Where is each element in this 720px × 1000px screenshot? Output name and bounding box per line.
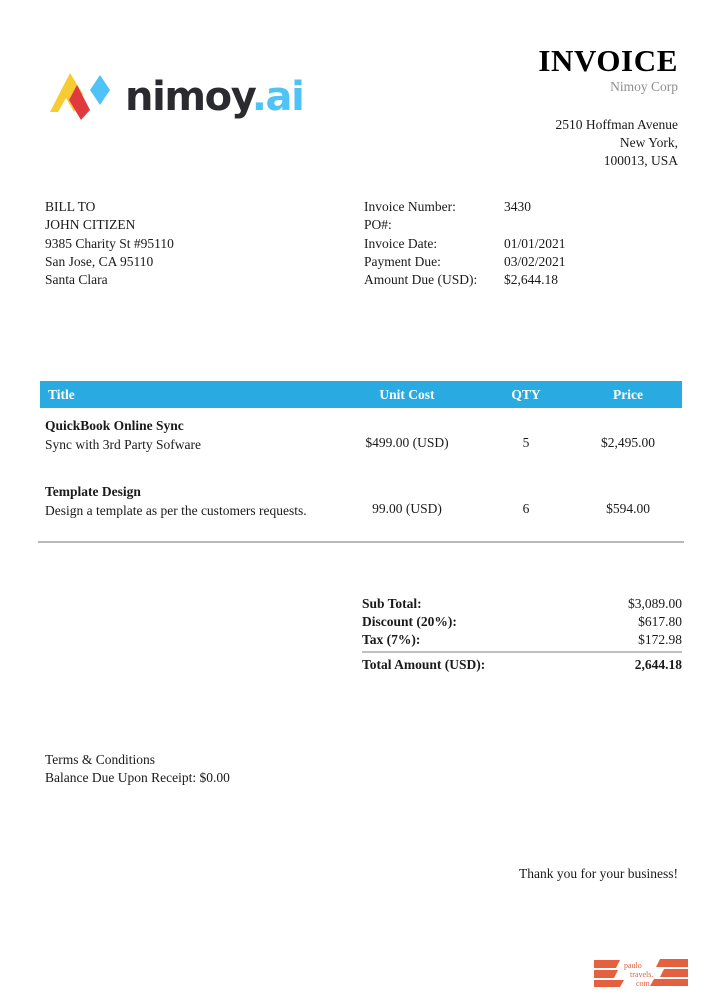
bill-to-line: JOHN CITIZEN xyxy=(45,217,136,233)
totals-row-grand-total xyxy=(362,656,682,674)
invoice-meta-label: PO#: xyxy=(364,217,392,233)
brand-wordmark-accent: .ai xyxy=(251,74,304,120)
table-row xyxy=(40,474,682,540)
parties-section xyxy=(42,198,678,293)
line-items-table xyxy=(40,381,682,540)
totals-label: Tax (7%): xyxy=(362,631,421,647)
invoice-meta-value: $2,644.18 xyxy=(504,272,558,288)
line-item-name: QuickBook Online Sync xyxy=(45,418,184,433)
invoice-meta-value: 03/02/2021 xyxy=(504,254,566,270)
line-item-unit-cost: $499.00 (USD) xyxy=(365,435,449,450)
bill-to-heading: BILL TO xyxy=(45,199,96,214)
company-name: Nimoy Corp xyxy=(610,79,678,95)
invoice-meta-value xyxy=(504,216,566,234)
line-item-price: $594.00 xyxy=(606,501,650,516)
company-address-line: 2510 Hoffman Avenue xyxy=(555,117,678,133)
invoice-meta-row xyxy=(364,198,566,216)
invoice-header xyxy=(42,44,678,174)
nimoy-logo-icon xyxy=(50,72,112,122)
invoice-meta-row xyxy=(364,253,566,271)
invoice-meta-row xyxy=(364,235,566,253)
brand-lockup xyxy=(50,72,303,122)
bill-to-line: San Jose, CA 95110 xyxy=(45,254,154,270)
invoice-meta-block xyxy=(364,198,566,290)
company-address xyxy=(338,116,678,170)
company-address-line: New York, xyxy=(619,135,678,151)
line-item-unit-cost: 99.00 (USD) xyxy=(372,501,442,516)
column-header-title: Title xyxy=(48,386,75,402)
table-bottom-divider xyxy=(38,541,684,543)
stamp-line-2: travels. xyxy=(630,970,654,979)
invoice-meta-row xyxy=(364,216,566,234)
bill-to-line: Santa Clara xyxy=(45,272,108,288)
paulo-travels-stamp-logo xyxy=(594,955,688,989)
bill-to-block xyxy=(45,198,174,290)
company-address-line: 100013, USA xyxy=(603,153,678,169)
totals-value: $3,089.00 xyxy=(628,596,682,611)
column-header-qty: QTY xyxy=(511,386,541,402)
column-header-unit-cost: Unit Cost xyxy=(379,386,435,402)
line-item-qty: 5 xyxy=(522,435,530,450)
invoice-meta-value: 3430 xyxy=(504,199,531,214)
line-item-title-cell xyxy=(40,483,336,519)
totals-row-tax xyxy=(362,631,682,649)
brand-wordmark-primary: nimoy xyxy=(125,74,252,120)
bill-to-line: 9385 Charity St #95110 xyxy=(45,235,174,251)
invoice-meta-label: Payment Due: xyxy=(364,254,441,270)
invoice-meta-label: Invoice Number: xyxy=(364,199,456,214)
table-row xyxy=(40,408,682,474)
line-item-description: Sync with 3rd Party Sofware xyxy=(45,436,201,452)
line-item-title-cell xyxy=(40,417,336,453)
totals-label: Discount (20%): xyxy=(362,613,457,629)
brand-wordmark xyxy=(125,74,304,120)
terms-balance-due: Balance Due Upon Receipt: $0.00 xyxy=(45,770,230,786)
totals-divider xyxy=(362,651,682,653)
header-right-block xyxy=(338,44,678,170)
totals-value: $172.98 xyxy=(638,631,682,647)
line-item-description: Design a template as per the customers requests. xyxy=(45,502,307,518)
grand-total-value: 2,644.18 xyxy=(634,657,682,673)
totals-value: $617.80 xyxy=(638,613,682,629)
totals-row-subtotal xyxy=(362,595,682,613)
terms-heading: Terms & Conditions xyxy=(45,752,156,767)
stamp-line-1: paulo xyxy=(624,961,642,970)
thank-you-note: Thank you for your business! xyxy=(519,866,678,881)
table-header-row xyxy=(40,381,682,408)
line-item-price: $2,495.00 xyxy=(601,435,655,450)
terms-block xyxy=(45,751,230,787)
stamp-line-3: com xyxy=(636,979,650,988)
totals-row-discount xyxy=(362,613,682,631)
line-item-qty: 6 xyxy=(522,501,530,516)
page-title: INVOICE xyxy=(538,43,678,78)
totals-label: Sub Total: xyxy=(362,596,422,611)
grand-total-label: Total Amount (USD): xyxy=(362,657,486,673)
column-header-price: Price xyxy=(613,386,643,402)
totals-block xyxy=(362,595,682,674)
invoice-meta-label: Invoice Date: xyxy=(364,235,438,251)
invoice-meta-value: 01/01/2021 xyxy=(504,235,566,251)
invoice-meta-label: Amount Due (USD): xyxy=(364,272,478,288)
line-item-name: Template Design xyxy=(45,484,141,499)
invoice-meta-row xyxy=(364,271,566,289)
